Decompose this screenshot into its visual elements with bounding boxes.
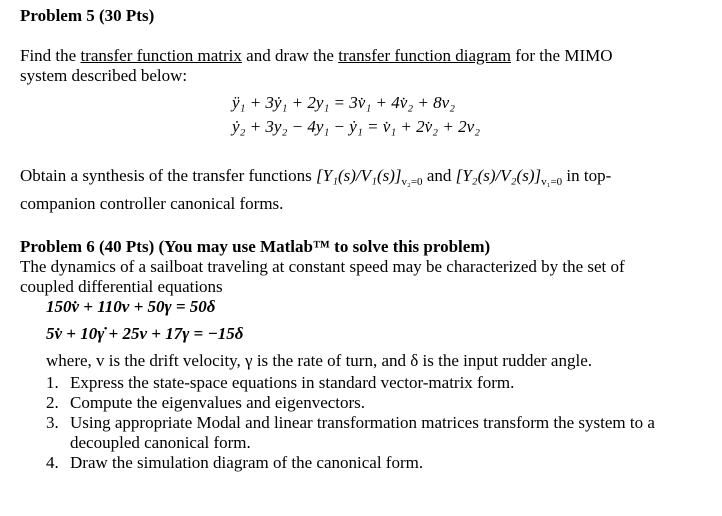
problem5-intro-line2: system described below: xyxy=(20,66,188,85)
problem5-equation-2: ẏ₂ + 3y₂ − 4y₁ − ẏ₁ = v̇₁ + 2v̇₂ + 2v₂ xyxy=(232,117,481,136)
transfer-function-y2-v2-condition: v₁=0 xyxy=(541,176,563,188)
intro-text-post: for the MIMO xyxy=(510,46,613,65)
problem6-intro-line2: coupled differential equations xyxy=(20,277,223,296)
transfer-function-y1-v1: [Y₁(s)/V₁(s)] xyxy=(316,166,402,185)
task-item xyxy=(46,393,655,413)
problem5-intro-line1 xyxy=(20,46,613,66)
transfer-function-diagram-term: transfer function diagram xyxy=(338,46,511,65)
task-item xyxy=(46,413,655,433)
problem5-synthesis-line1 xyxy=(20,166,611,192)
task-text: Using appropriate Modal and linear transformation matrices transform the system to a xyxy=(70,413,655,432)
problem6-task-list xyxy=(46,373,655,473)
problem6-equation-1: 150v̇ + 110v + 50γ = 50δ xyxy=(46,297,216,316)
problem6-intro-line1: The dynamics of a sailboat traveling at constant speed may be characterized by the set of xyxy=(20,257,625,276)
task-number: 4. xyxy=(46,453,59,472)
intro-text-pre: Find the xyxy=(20,46,81,65)
problem6-heading: Problem 6 (40 Pts) (You may use Matlab™ to solve this problem) xyxy=(20,237,491,256)
synthesis-text-post: in top- xyxy=(562,166,612,185)
task-number: 1. xyxy=(46,373,59,392)
synthesis-text-and: and xyxy=(422,166,456,185)
problem5-equation-1: ÿ₁ + 3ẏ₁ + 2y₁ = 3v̇₁ + 4v̇₂ + 8v₂ xyxy=(232,93,456,112)
problem5-heading: Problem 5 (30 Pts) xyxy=(20,6,155,25)
task-text: Draw the simulation diagram of the canonical form. xyxy=(70,453,424,472)
task-item-continuation xyxy=(46,433,655,453)
task-text: Express the state-space equations in standard vector-matrix form. xyxy=(70,373,515,392)
transfer-function-matrix-term: transfer function matrix xyxy=(80,46,242,65)
problem6-equation-2: 5v̇ + 10γ̇ + 25v + 17γ = −15δ xyxy=(46,324,244,343)
transfer-function-y1-v1-condition: v₂=0 xyxy=(401,176,423,188)
task-text: decoupled canonical form. xyxy=(70,433,251,452)
synthesis-text-pre: Obtain a synthesis of the transfer functions xyxy=(20,166,317,185)
task-item xyxy=(46,373,655,393)
transfer-function-y2-v2: [Y₂(s)/V₂(s)] xyxy=(455,166,542,185)
task-item xyxy=(46,453,655,473)
problem5-synthesis-line2: companion controller canonical forms. xyxy=(20,194,284,213)
task-number: 3. xyxy=(46,413,59,432)
task-number: 2. xyxy=(46,393,59,412)
intro-text-mid: and draw the xyxy=(241,46,339,65)
problem6-where-line: where, v is the drift velocity, γ is the rate of turn, and δ is the input rudder angle. xyxy=(46,351,592,370)
task-text: Compute the eigenvalues and eigenvectors. xyxy=(70,393,366,412)
